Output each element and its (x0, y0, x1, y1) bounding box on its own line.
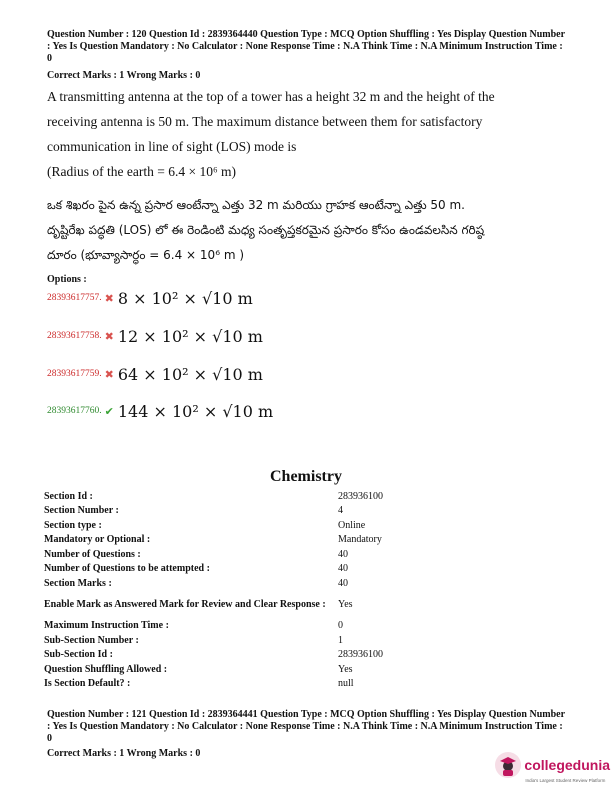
table-row (44, 591, 564, 619)
row-value: Yes (338, 599, 353, 610)
row-key: Section Number : (44, 505, 119, 517)
row-key: Section Marks : (44, 577, 112, 589)
table-row (44, 533, 564, 548)
table-row (44, 504, 564, 519)
row-key: Enable Mark as Answered Mark for Review and Clear Response : (44, 599, 326, 610)
row-key: Section Id : (44, 490, 93, 502)
logo-name: collegedunia (524, 757, 610, 773)
option-id: 28393617757. (47, 293, 102, 303)
brand-logo[interactable] (495, 752, 610, 783)
option-text: 64 × 10² × √10 m (117, 364, 263, 384)
question-text-english (47, 84, 567, 184)
question-header: Question Number : 120 Question Id : 2839364440 Question Type : MCQ Option Shuffling : Yes Display Question Number : Yes Is Question Mandatory : No Calculator : None Response Time : N.A Think Time : N.A Minimum Instruction Time : 0 (47, 29, 565, 64)
row-key: Number of Questions to be attempted : (44, 563, 210, 575)
row-key: Question Shuffling Allowed : (44, 663, 168, 675)
option-id: 28393617759. (47, 369, 102, 379)
question-marks: Correct Marks : 1 Wrong Marks : 0 (47, 748, 201, 759)
row-value: 4 (338, 505, 343, 517)
row-value: Mandatory (338, 534, 382, 546)
section-info-table (44, 489, 564, 691)
question-line-telugu: దృష్టిరేఖ పద్ధతి (LOS) లో ఈ రెండింటి మధ్య సంతృప్తకరమైన ప్రసారం కోసం ఉండవలసిన గరిష్ఠ (47, 223, 485, 237)
question-header: Question Number : 121 Question Id : 2839364441 Question Type : MCQ Option Shuffling : Yes Display Question Number : Yes Is Question Mandatory : No Calculator : None Response Time : N.A Think Time : N.A Minimum Instruction Time : 0 (47, 709, 565, 744)
table-row (44, 547, 564, 562)
row-value: null (338, 678, 354, 690)
row-value: Yes (338, 663, 353, 675)
row-key: Section type : (44, 519, 102, 531)
question-line: receiving antenna is 50 m. The maximum distance between them for satisfactory (47, 114, 483, 129)
row-value: 40 (338, 548, 348, 560)
row-key: Maximum Instruction Time : (44, 620, 169, 632)
cross-icon: ✖ (104, 292, 114, 305)
row-key: Sub-Section Number : (44, 634, 139, 646)
question-line: communication in line of sight (LOS) mode is (47, 139, 297, 154)
section-title: Chemistry (270, 468, 342, 485)
option-text: 8 × 10² × √10 m (117, 288, 253, 308)
row-value: 0 (338, 620, 343, 632)
row-key: Number of Questions : (44, 548, 141, 560)
option-row[interactable] (47, 361, 263, 387)
table-row (44, 662, 564, 677)
row-value: Online (338, 519, 366, 531)
row-key: Is Section Default? : (44, 678, 131, 690)
table-row (44, 677, 564, 692)
cross-icon: ✖ (104, 368, 114, 381)
option-row[interactable] (47, 398, 273, 424)
options-label: Options : (47, 274, 87, 285)
table-row (44, 489, 564, 504)
option-row[interactable] (47, 285, 253, 311)
row-value: 1 (338, 634, 343, 646)
table-row (44, 518, 564, 533)
table-row (44, 562, 564, 577)
graduate-icon-svg (495, 752, 521, 778)
table-row (44, 576, 564, 591)
table-row (44, 619, 564, 634)
row-value: 283936100 (338, 649, 383, 661)
question-line: (Radius of the earth = 6.4 × 10⁶ m) (47, 164, 237, 179)
check-icon: ✔ (104, 405, 114, 418)
question-marks: Correct Marks : 1 Wrong Marks : 0 (47, 70, 201, 81)
option-text: 144 × 10² × √10 m (117, 401, 274, 421)
row-value: 40 (338, 563, 348, 575)
question-line: A transmitting antenna at the top of a tower has a height 32 m and the height of the (47, 89, 495, 104)
option-row[interactable] (47, 323, 263, 349)
option-id: 28393617760. (47, 406, 102, 416)
option-id: 28393617758. (47, 331, 102, 341)
table-row (44, 648, 564, 663)
option-text: 12 × 10² × √10 m (117, 326, 263, 346)
question-text-telugu (47, 193, 567, 268)
cross-icon: ✖ (104, 330, 114, 343)
table-row (44, 633, 564, 648)
row-key: Sub-Section Id : (44, 649, 113, 661)
question-line-telugu: ఒక శిఖరం పైన ఉన్న ప్రసార ఆంటేన్నా ఎత్తు 32 m మరియు గ్రాహక ఆంటేన్నా ఎత్తు 50 m. (47, 198, 466, 212)
graduate-icon (495, 752, 521, 778)
logo-tagline: India's Largest Student Review Platform (525, 778, 606, 783)
row-key: Mandatory or Optional : (44, 534, 151, 546)
row-value: 283936100 (338, 490, 383, 502)
row-value: 40 (338, 577, 348, 589)
question-line-telugu: దూరం (భూవ్యాసార్ధం = 6.4 × 10⁶ m ) (47, 248, 245, 262)
